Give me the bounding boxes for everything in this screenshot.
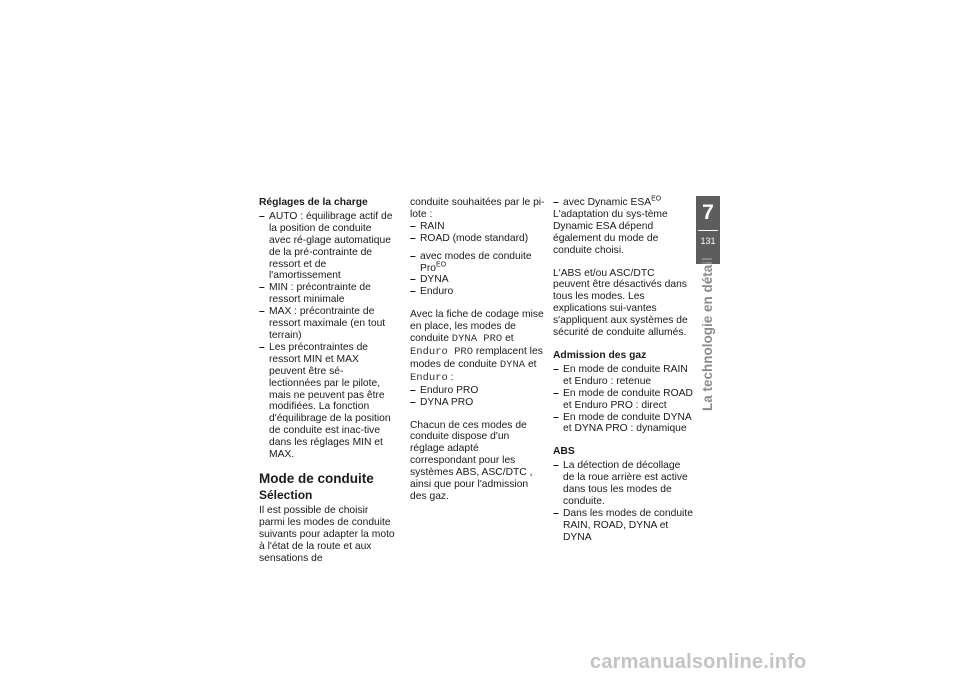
abs-list <box>553 460 693 543</box>
column-2 <box>410 197 545 503</box>
mode-list <box>410 221 545 245</box>
optional-equipment-mark: EO <box>436 261 447 269</box>
code-text: DYNA <box>499 358 526 371</box>
list-item-text: avec modes de conduite Pro <box>420 250 532 274</box>
code-text: Enduro <box>410 371 448 384</box>
list-item: – Enduro <box>410 286 545 298</box>
paragraph: conduite souhaitées par le pi-lote : <box>410 197 545 220</box>
divider <box>698 230 718 231</box>
text: remplacent les modes de conduite <box>410 345 543 370</box>
code-text: DYNA PRO <box>451 333 503 346</box>
chapter-title: La technologie en détail <box>700 257 715 411</box>
section-title-riding-mode: Mode de conduite <box>259 470 374 486</box>
heading-load-settings: Réglages de la charge <box>259 197 368 208</box>
list-item: – La détection de décollage de la roue arrière est active dans tous les modes de conduite. <box>553 460 693 508</box>
page-number: 131 <box>700 236 716 246</box>
list-item: – DYNA <box>410 274 545 286</box>
list-item: – Dans les modes de conduite RAIN, ROAD, DYNA et DYNA <box>553 508 693 544</box>
column-3 <box>553 197 693 544</box>
list-item: – En mode de conduite RAIN et Enduro : retenue <box>553 364 693 388</box>
text: et <box>525 358 537 370</box>
paragraph: Chacun de ces modes de conduite dispose d'un réglage adapté correspondant pour les systèmes ABS, ASC/DTC , ainsi que pour l'admission des gaz. <box>410 419 533 502</box>
throttle-list <box>553 364 693 435</box>
paragraph: L'adaptation du sys-tème Dynamic ESA dépend également du mode de conduite choisi. <box>553 208 668 256</box>
list-item: – ROAD (mode standard) <box>410 233 545 245</box>
text: : <box>447 371 454 383</box>
paragraph: Il est possible de choisir parmi les modes de conduite suivants pour adapter la moto à l'état de la route et aux sensations de <box>259 504 395 564</box>
watermark: carmanualsonline.info <box>590 651 807 673</box>
esa-list <box>553 197 693 209</box>
list-item: – RAIN <box>410 221 545 233</box>
code-text: Enduro PRO <box>410 345 474 358</box>
paragraph: L'ABS et/ou ASC/DTC peuvent être désactivés dans tous les modes. Les explications sui-vantes s'appliquent aux systèmes de sécurité de conduite allumés. <box>553 267 688 339</box>
list-item-text: avec Dynamic ESA <box>563 197 652 208</box>
list-item: – Enduro PRO <box>410 385 545 397</box>
list-item: – MAX : précontrainte de ressort maximale (en tout terrain) <box>259 306 395 342</box>
pro-list <box>410 385 545 409</box>
heading-throttle: Admission des gaz <box>553 349 647 361</box>
heading-abs: ABS <box>553 446 575 458</box>
pro-modes-list <box>410 251 545 275</box>
text: et <box>502 333 514 345</box>
optional-equipment-mark: EO <box>651 195 662 203</box>
list-item: – MIN : précontrainte de ressort minimale <box>259 282 395 306</box>
mode-list <box>410 274 545 298</box>
chapter-number: 7 <box>702 201 714 224</box>
list-item: – AUTO : équilibrage actif de la position de conduite avec ré-glage automatique de la pré-contrainte de ressort et de l'amortissement <box>259 211 395 282</box>
list-item: – DYNA PRO <box>410 397 545 409</box>
column-1 <box>259 197 395 564</box>
load-settings-list <box>259 211 395 461</box>
chapter-tab <box>696 196 720 264</box>
subsection-title-selection: Sélection <box>259 487 313 502</box>
list-item <box>553 197 693 209</box>
list-item <box>410 251 545 275</box>
list-item: – En mode de conduite DYNA et DYNA PRO : dynamique <box>553 412 693 436</box>
list-item: – En mode de conduite ROAD et Enduro PRO : direct <box>553 388 693 412</box>
list-item: – Les précontraintes de ressort MIN et MAX peuvent être sé-lectionnées par le pilote, mais ne peuvent pas être modifiées. La fonction d'équilibrage de la position de conduite est inac-tive dans les réglages MIN et MAX. <box>259 342 395 461</box>
text: Avec la fiche de codage mise en place, les modes de conduite <box>410 309 544 345</box>
paragraph <box>410 309 545 384</box>
